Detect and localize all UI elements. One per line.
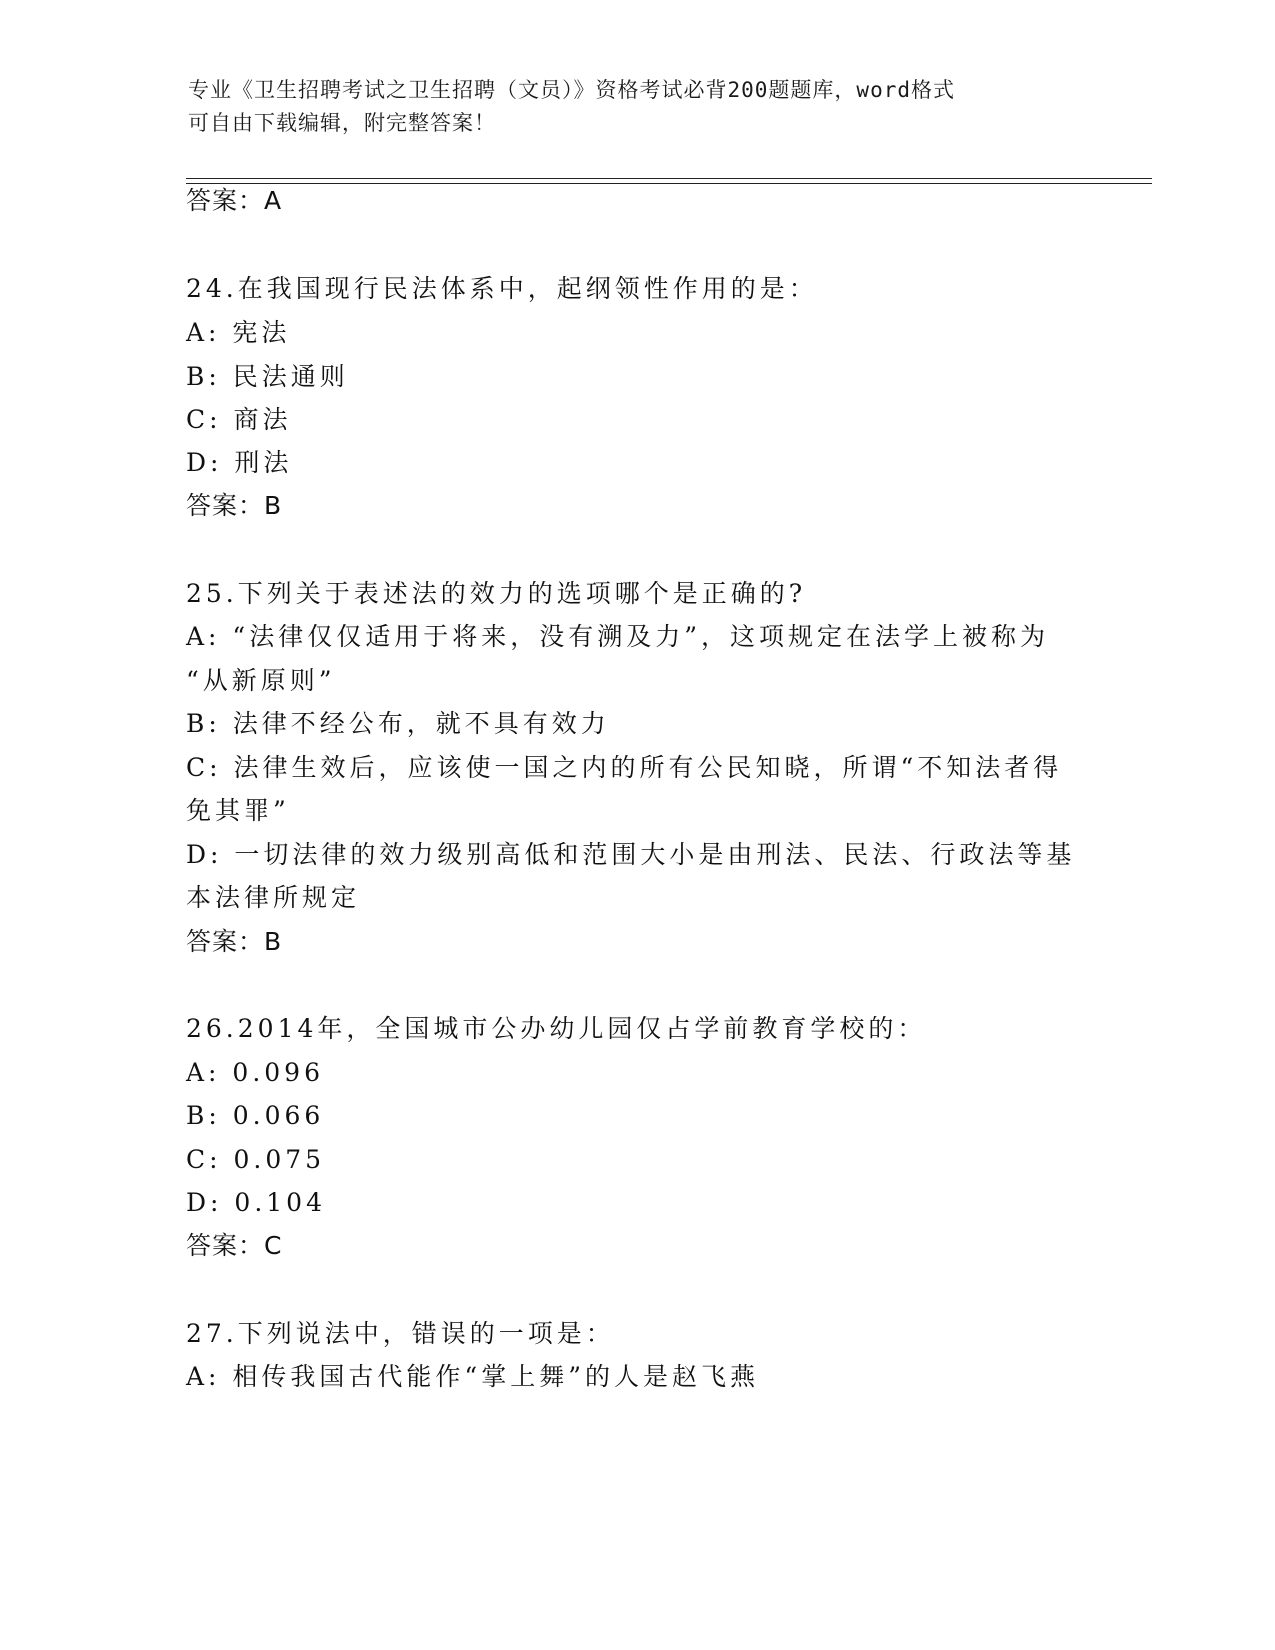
option-line: A: 相传我国古代能作“掌上舞”的人是赵飞燕 [186,1362,759,1391]
option-line: A: 0.096 [186,1058,324,1087]
option-line: C: 法律生效后，应该使一国之内的所有公民知晓，所谓“不知法者得 [186,753,1063,782]
answer-line: 答案：C [186,1231,283,1260]
header-line-1: 专业《卫生招聘考试之卫生招聘（文员）》资格考试必背200题题库，word格式 [188,78,955,102]
option-line: B: 民法通则 [186,362,349,391]
answer-line: 答案：B [186,927,283,956]
option-line: D: 0.104 [186,1188,326,1217]
header-line-2: 可自由下载编辑，附完整答案！ [188,111,496,135]
question-line: 24.在我国现行民法体系中，起纲领性作用的是： [186,274,818,303]
option-line: C: 0.075 [186,1145,326,1174]
option-line: D: 刑法 [186,448,293,477]
option-line: “从新原则” [186,666,336,695]
answer-line: 答案：A [186,186,283,215]
option-line: A: “法律仅仅适用于将来，没有溯及力”，这项规定在法学上被称为 [186,622,1049,651]
header-divider-top [186,178,1152,179]
document-header [188,74,1068,140]
option-line: C: 商法 [186,405,292,434]
option-line: 免其罪” [186,796,290,825]
option-line: B: 法律不经公布，就不具有效力 [186,709,610,738]
header-divider-bottom [186,183,1152,184]
question-line: 25.下列关于表述法的效力的选项哪个是正确的? [186,579,807,608]
option-line: A: 宪法 [186,318,291,347]
option-line: B: 0.066 [186,1101,325,1130]
question-line: 27.下列说法中，错误的一项是： [186,1319,615,1348]
option-line: 本法律所规定 [186,883,361,912]
option-line: D: 一切法律的效力级别高低和范围大小是由刑法、民法、行政法等基 [186,840,1076,869]
question-line: 26.2014年，全国城市公办幼儿园仅占学前教育学校的： [186,1014,927,1043]
answer-line: 答案：B [186,491,283,520]
